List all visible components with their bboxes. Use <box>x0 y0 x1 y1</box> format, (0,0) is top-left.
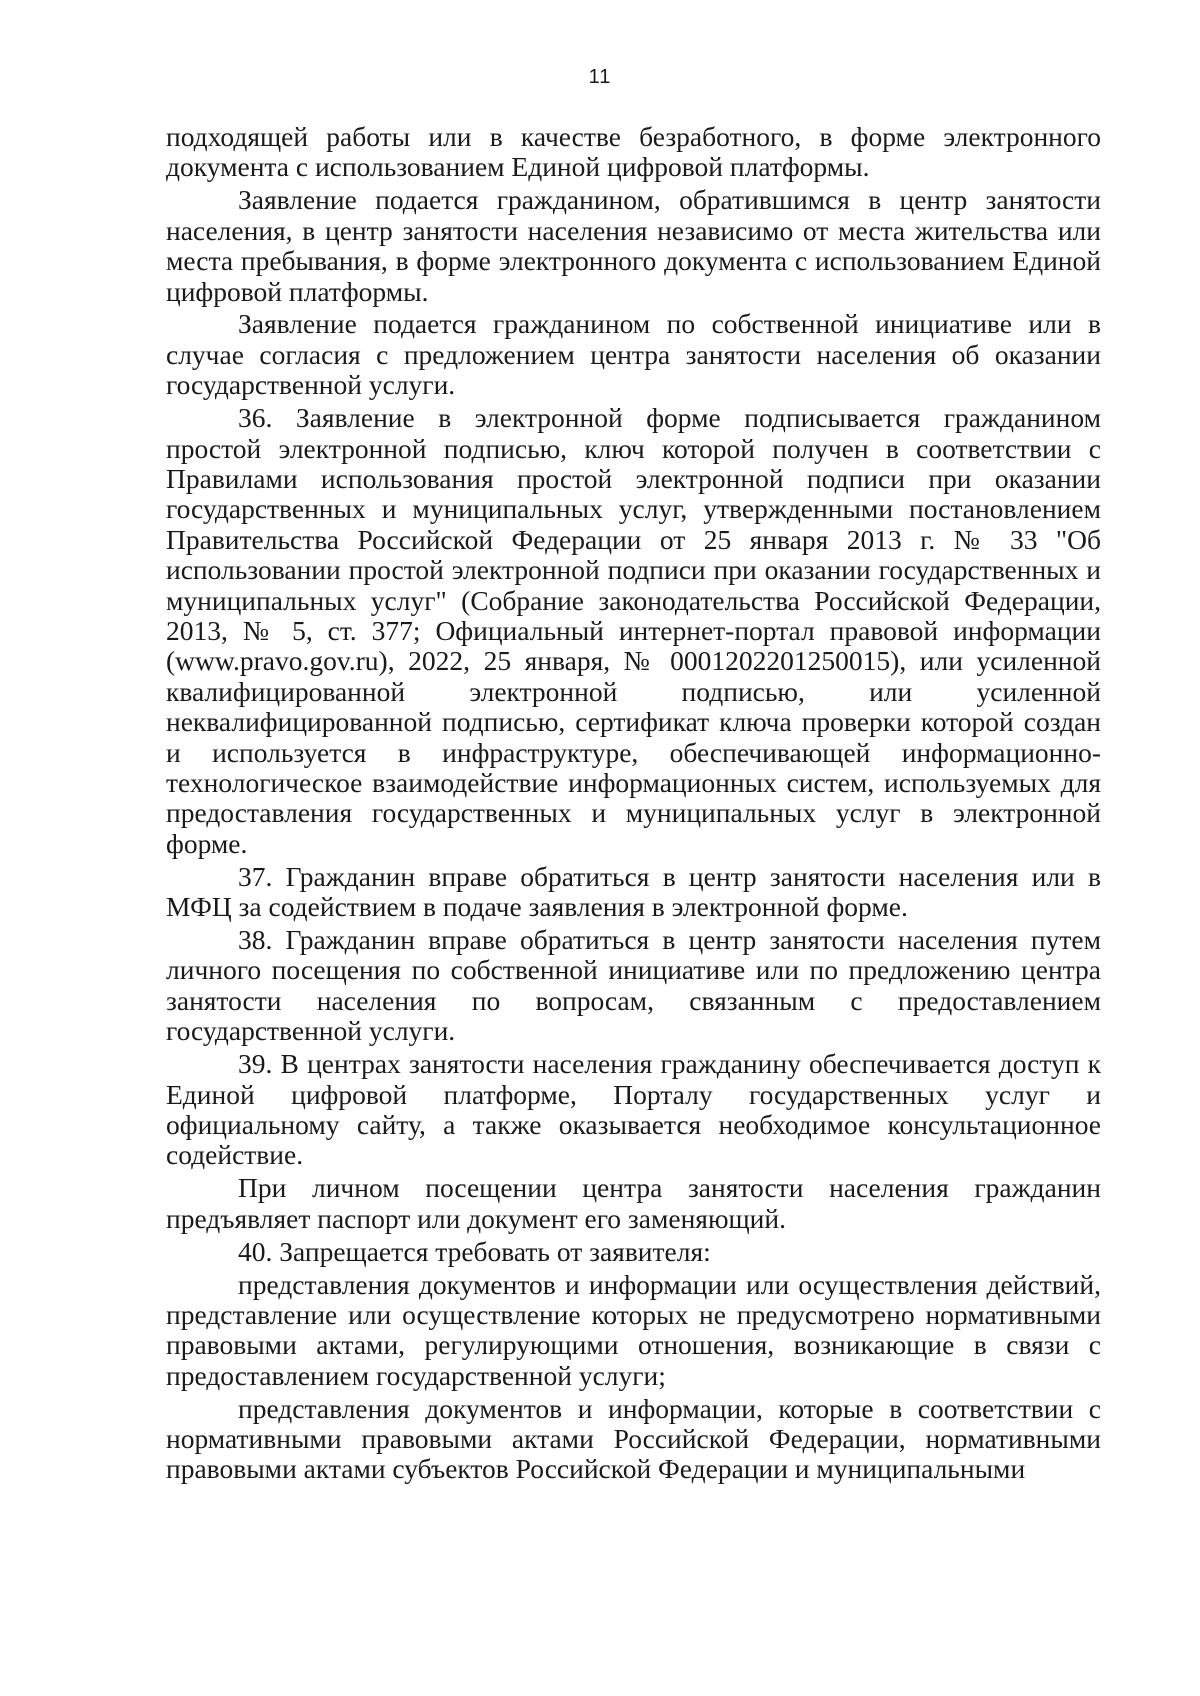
paragraph-40: 40. Запрещается требовать от заявителя: <box>238 1235 711 1267</box>
paragraph-40-item-1: представления документов и информации или осуществления действий, представление или осуществление которых не предусмотрено нормативными правовыми актами, регулирующими отношения, возникающие в связи с предоставлением государственной услуги; <box>166 1268 1101 1391</box>
paragraph-application-initiative: Заявление подается гражданином по собственной инициативе или в случае согласия с предложением центра занятости населения об оказании государственной услуги. <box>166 308 1101 401</box>
paragraph-37: 37. Гражданин вправе обратиться в центр занятости населения или в МФЦ за содействием в подаче заявления в электронной форме. <box>166 860 1101 923</box>
paragraph-application-submission: Заявление подается гражданином, обратившимся в центр занятости населения, в центр занятости населения независимо от места жительства или места пребывания, в форме электронного документа с использованием Единой цифровой платформы. <box>166 184 1101 307</box>
paragraph-40-item-2: представления документов и информации, которые в соответствии с нормативными правовыми актами Российской Федерации, нормативными правовыми актами субъектов Российской Федерации и муниципальными <box>166 1392 1101 1485</box>
paragraph-38: 38. Гражданин вправе обратиться в центр занятости населения путем личного посещения по собственной инициативе или по предложению центра занятости населения по вопросам, связанным с предоставлением государственной услуги. <box>166 924 1101 1047</box>
paragraph-continuation: подходящей работы или в качестве безработного, в форме электронного документа с использованием Единой цифровой платформы. <box>166 121 1101 183</box>
document-body <box>166 122 1101 1487</box>
paragraph-passport: При личном посещении центра занятости населения гражданин предъявляет паспорт или документ его заменяющий. <box>166 1172 1101 1234</box>
paragraph-36: 36. Заявление в электронной форме подписывается гражданином простой электронной подписью, ключ которой получен в соответствии с Правилами использования простой электронной подписи при оказании государственных и муниципальных услуг, утвержденными постановлением Правительства Российской Федерации от 25 января 2013 г. № 33 "Об использовании простой электронной подписи при оказании государственных и муниципальных услуг" (Собрание законодательства Российской Федерации, 2013, № 5, ст. 377; Официальный интернет-портал правовой информации (www.pravo.gov.ru), 2022, 25 января, № 0001202201250015), или усиленной квалифицированной электронной подписью, или усиленной неквалифицированной подписью, сертификат ключа проверки которой создан и используется в инфраструктуре, обеспечивающей информационно-технологическое взаимодействие информационных систем, используемых для предоставления государственных и муниципальных услуг в электронной форме. <box>166 402 1101 859</box>
paragraph-39: 39. В центрах занятости населения гражданину обеспечивается доступ к Единой цифровой платформе, Порталу государственных услуг и официальному сайту, а также оказывается необходимое консультационное содействие. <box>166 1048 1101 1171</box>
page-number: 11 <box>588 66 612 88</box>
